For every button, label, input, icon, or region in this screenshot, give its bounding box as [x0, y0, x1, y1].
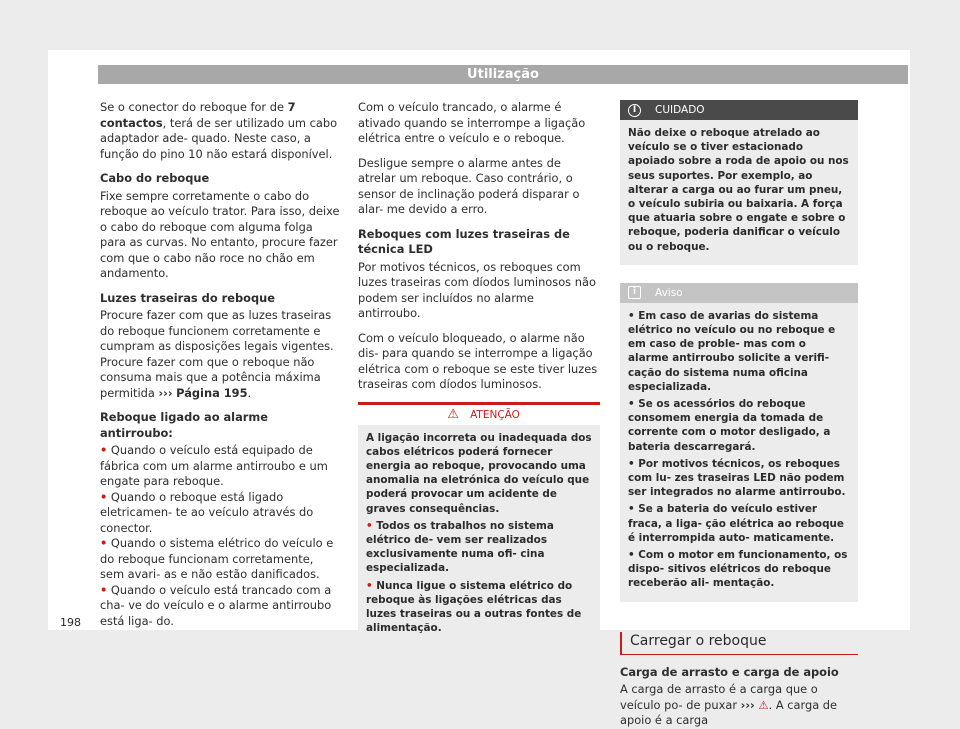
intro-bold: 7 contactos	[100, 100, 296, 130]
warning-text: A ligação incorreta ou inadequada dos cabos elétricos poderá fornecer energia ao reboque, provocando uma anomalia na eletrónica do veículo que poderá provocar um acidente de graves consequências.	[366, 431, 592, 515]
bullet-text: Nunca ligue o sistema elétrico do reboque às ligações elétricas das luzes traseiras ou a outras fontes de alimentação.	[366, 579, 582, 635]
load-section	[620, 665, 858, 729]
load-text: A carga de arrasto é a carga que o veículo po- de puxar	[620, 682, 818, 712]
section-title: Carregar o reboque	[620, 632, 858, 655]
info-circle-icon: I	[628, 104, 641, 117]
intro-paragraph	[100, 100, 340, 162]
info-square-icon: i	[628, 286, 641, 299]
note-box	[620, 283, 858, 602]
caution-text: Não deixe o reboque atrelado ao veículo se o tiver estacionado apoiado sobre a roda de apoio ou nos seus suportes. Por exemplo, ao alterar a carga ou ao furar um pneu, o veículo subiria ou baixaria. A força que atuaria sobre o engate e sobre o reboque, poderia danificar o veículo ou o reboque.	[628, 127, 849, 253]
list-item	[628, 457, 850, 500]
lights-section	[100, 291, 340, 402]
bullet-text: Quando o sistema elétrico do veículo e do reboque funcionam corretamente, sem avari- as e não estão danificados.	[100, 536, 334, 581]
list-item	[100, 536, 340, 583]
list-item	[366, 519, 592, 576]
bullet-text: Quando o reboque está ligado eletricamen- te ao veículo através do conector.	[100, 489, 314, 535]
caution-header	[620, 100, 858, 120]
warning-triangle-icon[interactable]: ⚠	[758, 697, 769, 712]
bullet-icon: •	[366, 519, 373, 532]
led-text: Por motivos técnicos, os reboques com luzes traseiras com díodos luminosos não podem ser incluídos no alarme antirroubo.	[358, 259, 596, 320]
warning-box	[358, 402, 600, 647]
bullet-text: Todos os trabalhos no sistema elétrico de- vem ser realizados exclusivamente numa ofi- cina especializada.	[366, 519, 554, 575]
led-section	[358, 227, 600, 322]
list-item	[100, 443, 340, 490]
lights-heading: Luzes traseiras do reboque	[100, 290, 275, 305]
bullet-icon: •	[100, 582, 108, 597]
bullet-text: Quando o veículo está trancado com a cha- ve do veículo e o alarme antirroubo está liga- do.	[100, 582, 332, 628]
list-item	[628, 309, 850, 394]
column-3	[620, 100, 858, 729]
lights-text: Procure fazer com que as luzes traseiras do reboque funcionem corretamente e cumpram as disposições legais vigentes. Procure fazer com que o reboque não consuma mais que a potência máxima permitida	[100, 308, 334, 400]
page-number: 198	[60, 616, 81, 629]
page-ref-link[interactable]: Página 195	[176, 385, 248, 400]
note-title: Aviso	[655, 286, 683, 299]
warning-title: ATENÇÃO	[470, 408, 520, 421]
list-item	[628, 502, 850, 545]
ref-arrow-icon: ›››	[158, 385, 173, 400]
alarm-heading: Reboque ligado ao alarme antirroubo:	[100, 410, 268, 440]
bullet-icon: •	[366, 579, 373, 592]
list-item	[100, 490, 340, 537]
paragraph: Desligue sempre o alarme antes de atrelar um reboque. Caso contrário, o sensor de inclinação poderá disparar o alar- me devido a erro.	[358, 155, 580, 216]
warning-header	[358, 402, 600, 425]
warning-body	[358, 425, 600, 647]
cable-text: Fixe sempre corretamente o cabo do reboque ao veículo trator. Para isso, deixe o cabo do reboque com alguma folga para as curvas. No entanto, procure fazer com que o cabo não roce no chão em andamento.	[100, 188, 340, 280]
cable-heading: Cabo do reboque	[100, 171, 210, 185]
bullet-text: Com o motor em funcionamento, os dispo- sitivos elétricos do reboque receberão ali- mentação.	[628, 549, 848, 590]
caution-title: CUIDADO	[655, 104, 705, 116]
note-body	[620, 303, 858, 602]
bullet-text: Se a bateria do veículo estiver fraca, a liga- ção elétrica ao reboque é interrompida auto- maticamente.	[628, 503, 844, 544]
bullet-icon: •	[628, 309, 635, 322]
load-text-end: . A carga de apoio é a carga	[620, 697, 838, 728]
note-header	[620, 283, 858, 303]
caution-body	[620, 120, 858, 265]
caution-box	[620, 100, 858, 265]
led-heading: Reboques com luzes traseiras de técnica LED	[358, 226, 570, 256]
intro-text: Se o conector do reboque for de	[100, 100, 288, 114]
bullet-icon: •	[100, 536, 108, 550]
bullet-icon: •	[628, 457, 635, 470]
bullet-text: Quando o veículo está equipado de fábrica com um alarme antirroubo e um engate para reboque.	[100, 443, 328, 488]
column-1	[100, 100, 340, 629]
load-heading: Carga de arrasto e carga de apoio	[620, 664, 839, 679]
bullet-icon: •	[628, 398, 635, 411]
bullet-text: Se os acessórios do reboque consomem energia da tomada de corrente com o motor desligado, a bateria descarregará.	[628, 398, 831, 453]
list-item	[628, 548, 850, 591]
intro-text-end: , terá de ser utilizado um cabo adaptador ade- quado. Neste caso, a função do pino 10 não estará disponível.	[100, 115, 338, 161]
alarm-section	[100, 410, 340, 629]
paragraph: Com o veículo bloqueado, o alarme não dis- para quando se interrompe a ligação elétrica com o reboque se este tiver luzes traseiras com díodos luminosos.	[358, 330, 598, 391]
bullet-text: Por motivos técnicos, os reboques com lu- zes traseiras LED não podem ser integrados no alarme antirroubo.	[628, 457, 846, 499]
bullet-icon: •	[628, 503, 635, 516]
bullet-text: Em caso de avarias do sistema elétrico no veículo ou no reboque e em caso de proble- mas com o alarme antirroubo solicite a verifi- cação do sistema numa oficina especializada.	[628, 309, 836, 393]
cable-section	[100, 171, 340, 282]
list-item	[628, 397, 850, 454]
paragraph: Com o veículo trancado, o alarme é ativado quando se interrompe a ligação elétrica entre o veículo e o reboque.	[358, 100, 586, 145]
manual-page	[48, 50, 910, 728]
column-2	[358, 100, 600, 646]
warning-triangle-icon: ⚠	[447, 407, 459, 422]
bullet-icon: •	[100, 443, 108, 457]
list-item	[100, 583, 340, 630]
page-header: Utilização	[98, 65, 908, 84]
bullet-icon: •	[628, 549, 635, 562]
ref-arrow-icon: ›››	[740, 697, 755, 712]
list-item	[366, 579, 592, 636]
bullet-icon: •	[100, 489, 108, 504]
lights-text-end: .	[247, 385, 252, 400]
